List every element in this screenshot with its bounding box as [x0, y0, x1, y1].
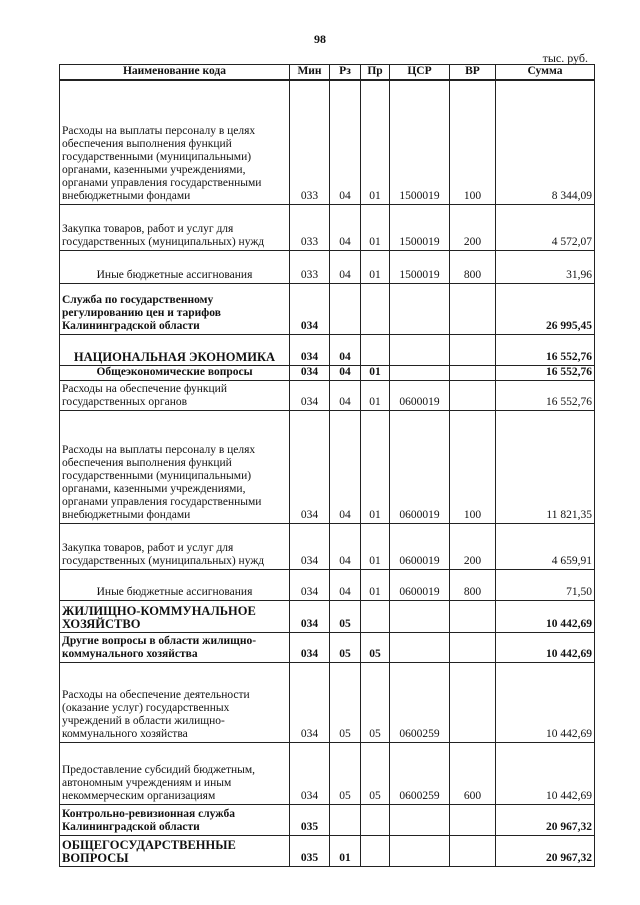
- row-csr: 0600019: [390, 569, 450, 600]
- row-name: Закупка товаров, работ и услуг для государственных (муниципальных) нужд: [60, 204, 290, 250]
- row-vr: [450, 283, 496, 334]
- row-pr: 01: [361, 569, 390, 600]
- row-csr: 1500019: [390, 250, 450, 283]
- row-sum: 10 442,69: [496, 600, 595, 632]
- row-vr: [450, 600, 496, 632]
- table-row: [60, 250, 595, 283]
- row-name: ЖИЛИЩНО-КОММУНАЛЬНОЕ ХОЗЯЙСТВО: [60, 600, 290, 632]
- row-pr: [361, 835, 390, 866]
- row-name: Предоставление субсидий бюджетным, автономным учреждениям и иным некоммерческим организациям: [60, 742, 290, 804]
- row-pr: 05: [361, 742, 390, 804]
- header-csr: ЦСР: [390, 65, 450, 81]
- table-row: [60, 204, 595, 250]
- row-name: Общеэкономические вопросы: [60, 365, 290, 380]
- row-name: Расходы на обеспечение деятельности (оказание услуг) государственных учреждений в области жилищно-коммунального хозяйства: [60, 662, 290, 742]
- row-pr: 05: [361, 662, 390, 742]
- header-name: Наименование кода: [60, 65, 290, 81]
- row-min: 034: [290, 600, 330, 632]
- table-row: [60, 80, 595, 204]
- row-vr: [450, 804, 496, 835]
- table-row: [60, 804, 595, 835]
- row-rz: 04: [330, 250, 361, 283]
- row-pr: [361, 600, 390, 632]
- header-min: Мин: [290, 65, 330, 81]
- row-name: ОБЩЕГОСУДАРСТВЕННЫЕ ВОПРОСЫ: [60, 835, 290, 866]
- row-min: 034: [290, 523, 330, 569]
- row-name: Другие вопросы в области жилищно-коммунального хозяйства: [60, 632, 290, 662]
- row-vr: 200: [450, 204, 496, 250]
- row-sum: 16 552,76: [496, 380, 595, 410]
- table-row: [60, 283, 595, 334]
- row-rz: 05: [330, 662, 361, 742]
- row-sum: 16 552,76: [496, 334, 595, 365]
- row-sum: 10 442,69: [496, 662, 595, 742]
- row-sum: 71,50: [496, 569, 595, 600]
- row-pr: 01: [361, 80, 390, 204]
- row-rz: 05: [330, 632, 361, 662]
- row-rz: 04: [330, 380, 361, 410]
- row-csr: 1500019: [390, 80, 450, 204]
- row-csr: 0600259: [390, 662, 450, 742]
- row-csr: 0600019: [390, 380, 450, 410]
- budget-table: [59, 64, 595, 867]
- row-vr: [450, 632, 496, 662]
- row-sum: 31,96: [496, 250, 595, 283]
- table-row: [60, 334, 595, 365]
- row-vr: 800: [450, 569, 496, 600]
- row-pr: 01: [361, 365, 390, 380]
- row-pr: 01: [361, 410, 390, 523]
- table-header-row: [60, 65, 595, 81]
- row-min: 034: [290, 632, 330, 662]
- row-name: Служба по государственному регулированию цен и тарифов Калининградской области: [60, 283, 290, 334]
- row-sum: 20 967,32: [496, 804, 595, 835]
- row-pr: [361, 283, 390, 334]
- row-rz: 05: [330, 742, 361, 804]
- row-rz: 04: [330, 365, 361, 380]
- row-rz: 04: [330, 334, 361, 365]
- page-number: 98: [314, 32, 326, 46]
- row-sum: 4 572,07: [496, 204, 595, 250]
- row-csr: [390, 600, 450, 632]
- row-min: 034: [290, 365, 330, 380]
- row-rz: 04: [330, 410, 361, 523]
- header-sum: Сумма: [496, 65, 595, 81]
- row-vr: 800: [450, 250, 496, 283]
- row-rz: 04: [330, 204, 361, 250]
- row-vr: 100: [450, 80, 496, 204]
- row-csr: 0600019: [390, 410, 450, 523]
- row-min: 034: [290, 662, 330, 742]
- row-name: Контрольно-ревизионная служба Калининградской области: [60, 804, 290, 835]
- table-row: [60, 600, 595, 632]
- row-sum: 26 995,45: [496, 283, 595, 334]
- row-vr: 200: [450, 523, 496, 569]
- row-rz: 04: [330, 569, 361, 600]
- row-csr: [390, 835, 450, 866]
- row-vr: 100: [450, 410, 496, 523]
- row-vr: 600: [450, 742, 496, 804]
- header-vr: ВР: [450, 65, 496, 81]
- row-sum: 8 344,09: [496, 80, 595, 204]
- row-name: НАЦИОНАЛЬНАЯ ЭКОНОМИКА: [60, 334, 290, 365]
- row-rz: 04: [330, 80, 361, 204]
- row-min: 034: [290, 283, 330, 334]
- row-min: 033: [290, 250, 330, 283]
- row-csr: [390, 365, 450, 380]
- row-csr: [390, 334, 450, 365]
- table-row: [60, 835, 595, 866]
- row-pr: 05: [361, 632, 390, 662]
- row-csr: 1500019: [390, 204, 450, 250]
- row-pr: 01: [361, 380, 390, 410]
- row-min: 035: [290, 804, 330, 835]
- row-pr: 01: [361, 204, 390, 250]
- row-vr: [450, 334, 496, 365]
- row-min: 033: [290, 80, 330, 204]
- table-row: [60, 523, 595, 569]
- row-rz: [330, 283, 361, 334]
- row-name: Иные бюджетные ассигнования: [60, 569, 290, 600]
- row-min: 034: [290, 380, 330, 410]
- row-name: Расходы на выплаты персоналу в целях обеспечения выполнения функций государственными (муниципальными) органами, казенными учреждениями, органами управления государственными внебюджетными фондами: [60, 410, 290, 523]
- row-name: Расходы на обеспечение функций государственных органов: [60, 380, 290, 410]
- row-vr: [450, 662, 496, 742]
- row-csr: [390, 283, 450, 334]
- header-rz: Рз: [330, 65, 361, 81]
- row-name: Иные бюджетные ассигнования: [60, 250, 290, 283]
- row-pr: [361, 334, 390, 365]
- table-row: [60, 662, 595, 742]
- row-sum: 4 659,91: [496, 523, 595, 569]
- row-min: 034: [290, 742, 330, 804]
- row-vr: [450, 365, 496, 380]
- row-min: 034: [290, 569, 330, 600]
- row-min: 035: [290, 835, 330, 866]
- table-row: [60, 380, 595, 410]
- row-vr: [450, 380, 496, 410]
- row-rz: 04: [330, 523, 361, 569]
- table-row: [60, 365, 595, 380]
- row-pr: [361, 804, 390, 835]
- table-row: [60, 569, 595, 600]
- row-min: 033: [290, 204, 330, 250]
- row-min: 034: [290, 334, 330, 365]
- row-rz: 05: [330, 600, 361, 632]
- table-row: [60, 410, 595, 523]
- row-csr: [390, 804, 450, 835]
- units-label: тыс. руб.: [542, 51, 588, 65]
- row-min: 034: [290, 410, 330, 523]
- row-sum: 20 967,32: [496, 835, 595, 866]
- table-row: [60, 632, 595, 662]
- row-name: Расходы на выплаты персоналу в целях обеспечения выполнения функций государственными (муниципальными) органами, казенными учреждениями, органами управления государственными внебюджетными фондами: [60, 80, 290, 204]
- row-csr: 0600019: [390, 523, 450, 569]
- row-rz: [330, 804, 361, 835]
- row-sum: 11 821,35: [496, 410, 595, 523]
- row-rz: 01: [330, 835, 361, 866]
- row-pr: 01: [361, 250, 390, 283]
- row-vr: [450, 835, 496, 866]
- row-pr: 01: [361, 523, 390, 569]
- row-sum: 10 442,69: [496, 632, 595, 662]
- row-csr: [390, 632, 450, 662]
- row-sum: 10 442,69: [496, 742, 595, 804]
- row-sum: 16 552,76: [496, 365, 595, 380]
- row-csr: 0600259: [390, 742, 450, 804]
- header-pr: Пр: [361, 65, 390, 81]
- row-name: Закупка товаров, работ и услуг для государственных (муниципальных) нужд: [60, 523, 290, 569]
- table-row: [60, 742, 595, 804]
